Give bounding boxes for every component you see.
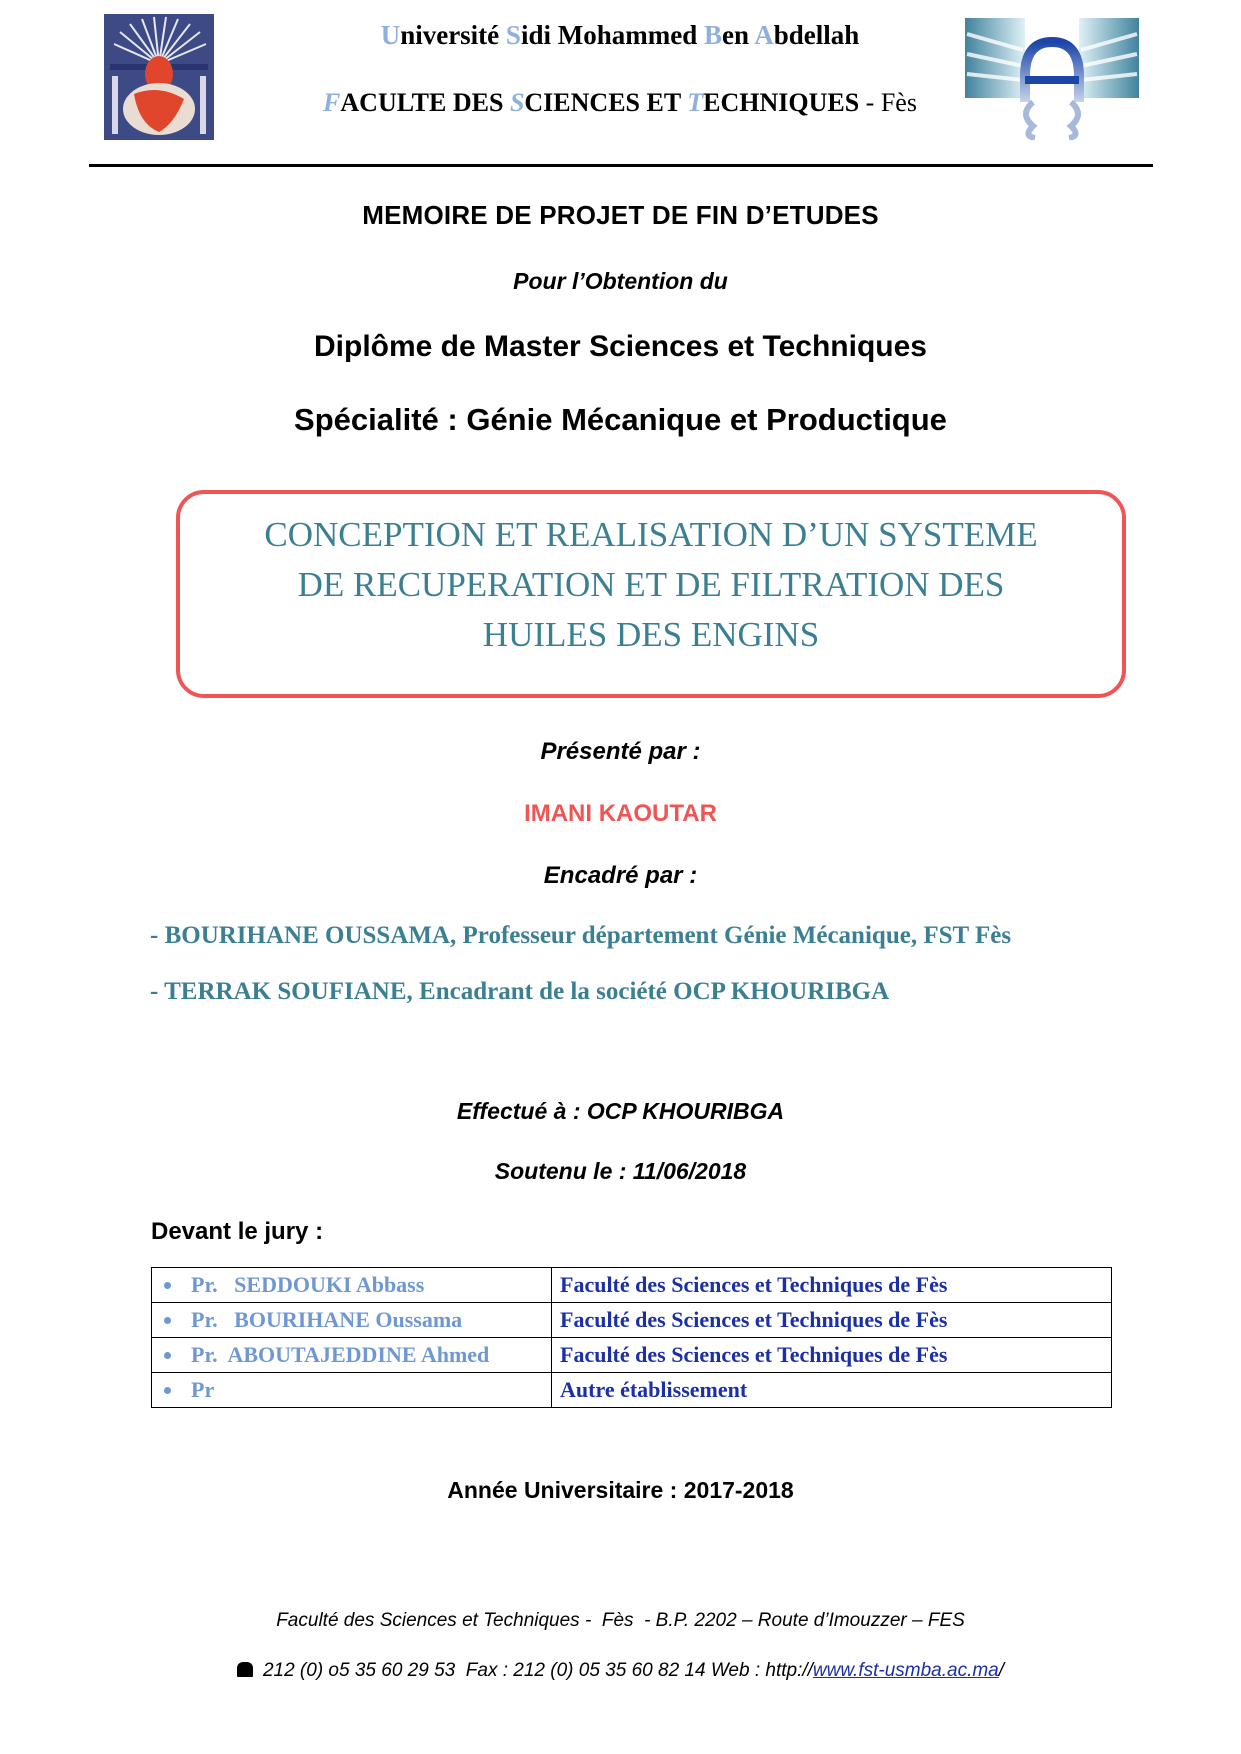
contact-text: 212 (0) o5 35 60 29 53 Fax : 212 (0) 05 35 60 82 14 Web : http:// (262, 1660, 813, 1681)
faculty-name (250, 88, 990, 118)
jury-label: Devant le jury : (151, 1218, 324, 1245)
table-row (152, 1268, 1112, 1303)
presented-by-label: Présenté par : (540, 738, 701, 765)
uni-part-3: Abdellah (754, 20, 860, 50)
header-divider (89, 164, 1153, 167)
bullet-icon (164, 1352, 171, 1359)
diploma-heading: Diplôme de Master Sciences et Techniques (314, 330, 927, 363)
jury-member-name: Pr. SEDDOUKI Abbass (152, 1268, 552, 1303)
thesis-title-line: DE RECUPERATION ET DE FILTRATION DES (297, 565, 1005, 604)
supervisor-item: - TERRAK SOUFIANE, Encadrant de la société OCP KHOURIBGA (150, 978, 890, 1005)
bullet-icon (164, 1317, 171, 1324)
thesis-title (176, 510, 1126, 660)
jury-member-institution: Autre établissement (552, 1373, 1112, 1408)
jury-member-name: Pr. ABOUTAJEDDINE Ahmed (152, 1338, 552, 1373)
jury-member-institution: Faculté des Sciences et Techniques de Fès (552, 1338, 1112, 1373)
footer-address: Faculté des Sciences et Techniques - Fès - B.P. 2202 – Route d’Imouzzer – FES (276, 1610, 965, 1631)
fac-part-1: SCIENCES ET (509, 88, 688, 117)
table-row (152, 1338, 1112, 1373)
website-link[interactable]: www.fst-usmba.ac.ma (812, 1660, 999, 1681)
jury-member-institution: Faculté des Sciences et Techniques de Fès (552, 1303, 1112, 1338)
defense-date: Soutenu le : 11/06/2018 (494, 1158, 747, 1184)
bullet-icon (164, 1387, 171, 1394)
thesis-title-line: CONCEPTION ET REALISATION D’UN SYSTEME (264, 515, 1038, 554)
supervised-by-label: Encadré par : (543, 862, 698, 889)
thesis-title-line: HUILES DES ENGINS (482, 615, 820, 654)
website-suffix: / (998, 1660, 1005, 1681)
fac-part-0: FACULTE DES (323, 88, 510, 117)
footer-contact (0, 1660, 1241, 1682)
phone-icon (237, 1662, 253, 1677)
obtention-subheading: Pour l’Obtention du (513, 268, 728, 294)
uni-part-1: Sidi Mohammed (505, 20, 704, 50)
jury-member-name: Pr. BOURIHANE Oussama (152, 1303, 552, 1338)
uni-part-2: Ben (703, 20, 755, 50)
supervisor-item: - BOURIHANE OUSSAMA, Professeur département Génie Mécanique, FST Fès (150, 922, 1012, 949)
faculty-city: - Fès (859, 88, 917, 117)
speciality-heading: Spécialité : Génie Mécanique et Productique (294, 402, 947, 437)
student-name: IMANI KAOUTAR (524, 800, 717, 827)
jury-member-name: Pr (152, 1373, 552, 1408)
university-name (250, 20, 990, 51)
jury-member-institution: Faculté des Sciences et Techniques de Fès (552, 1268, 1112, 1303)
bullet-icon (164, 1282, 171, 1289)
university-emblem-logo (104, 14, 214, 140)
academic-year: Année Universitaire : 2017-2018 (447, 1477, 794, 1503)
fac-part-2: TECHNIQUES (687, 88, 860, 117)
uni-part-0: Université (380, 20, 506, 50)
jury-table (151, 1267, 1112, 1408)
memoire-heading: MEMOIRE DE PROJET DE FIN D’ETUDES (362, 200, 879, 230)
internship-location: Effectué à : OCP KHOURIBGA (456, 1098, 785, 1124)
fst-fes-logo (963, 14, 1141, 140)
table-row (152, 1373, 1112, 1408)
table-row (152, 1303, 1112, 1338)
